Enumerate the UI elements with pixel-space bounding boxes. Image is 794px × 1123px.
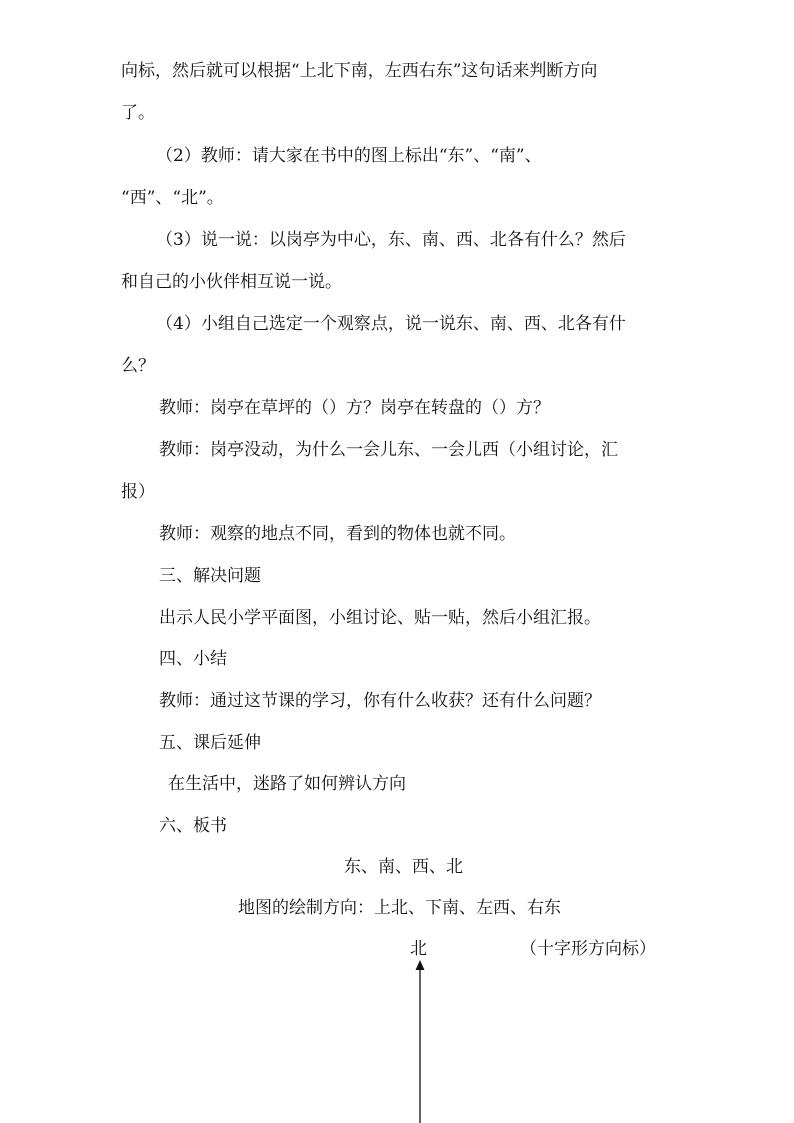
section-heading: 五、课后延伸 [159,733,261,753]
paragraph-line: 么？ [121,356,155,376]
section-heading: 三、解决问题 [159,566,261,586]
north-arrow-icon [412,960,428,1123]
board-directions: 东、南、西、北 [344,857,463,877]
paragraph-line: 教师：岗亭没动，为什么一会儿东、一会儿西（小组讨论，汇 [159,440,618,460]
paragraph-line: 教师：观察的地点不同，看到的物体也就不同。 [159,524,516,544]
section-heading: 四、小结 [159,649,227,669]
paragraph-line: 向标，然后就可以根据“上北下南，左西右东”这句话来判断方向 [121,61,598,81]
board-rule: 地图的绘制方向：上北、下南、左西、右东 [238,898,561,918]
paragraph-line: “西”、“北”。 [121,188,224,208]
paragraph-line: 教师：岗亭在草坪的（）方？岗亭在转盘的（）方？ [159,398,550,418]
paragraph-line: （3）说一说：以岗亭为中心，东、南、西、北各有什么？然后 [156,230,626,250]
paragraph-line: 教师：通过这节课的学习，你有什么收获？还有什么问题？ [159,691,601,711]
paragraph-line: （2）教师：请大家在书中的图上标出“东”、“南”、 [156,146,542,166]
paragraph-line: （4）小组自己选定一个观察点，说一说东、南、西、北各有什 [156,314,626,334]
paragraph-line: 和自己的小伙伴相互说一说。 [121,272,342,292]
paragraph-line: 了。 [121,103,155,123]
north-label: 北 [410,939,427,959]
compass-caption: （十字形方向标） [520,939,656,959]
section-heading: 六、板书 [159,816,227,836]
paragraph-line: 报） [121,482,155,502]
paragraph-line: 出示人民小学平面图，小组讨论、贴一贴，然后小组汇报。 [159,608,601,628]
paragraph-line: 在生活中，迷路了如何辨认方向 [168,774,406,794]
